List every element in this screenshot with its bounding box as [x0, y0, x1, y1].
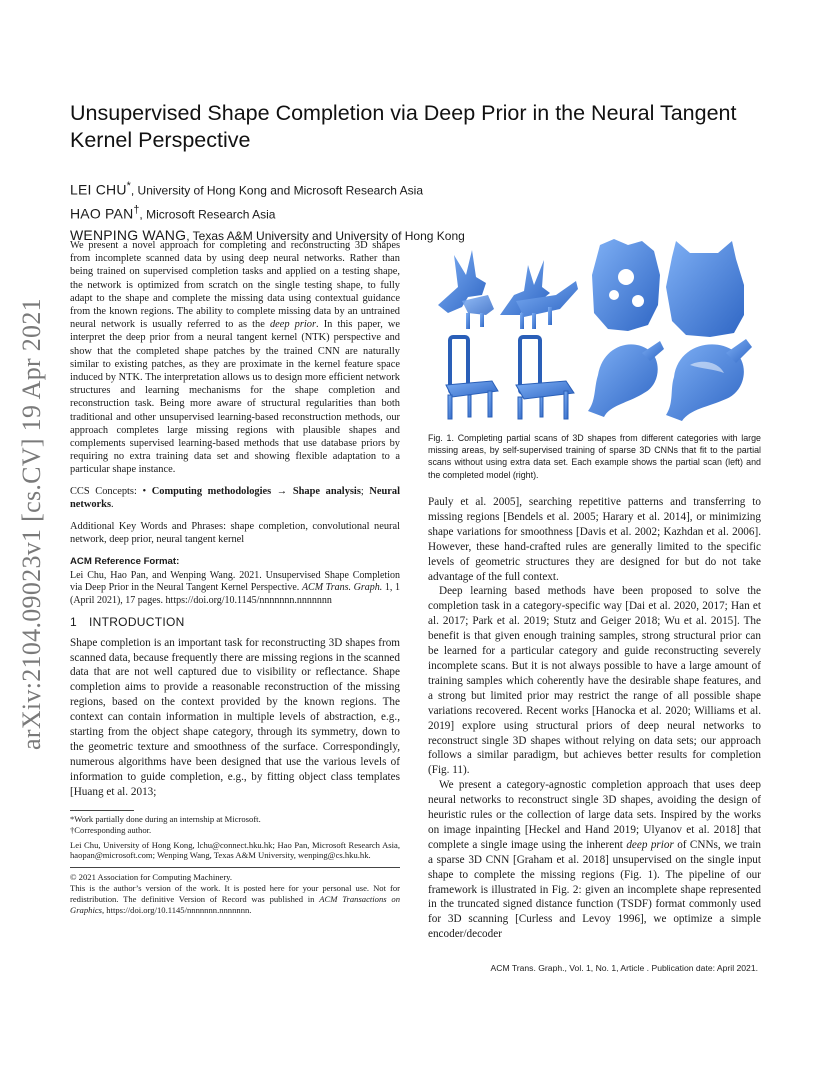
abstract [70, 239, 400, 477]
abstract-emphasis: deep prior [269, 319, 317, 331]
abstract-text: . In this paper, we interpret the deep prior from a neural tangent kernel (NTK) perspective and show that the completed shape patches by the trained CNN are naturally similar to existing patches, as they are proximate in the kernel feature space induced by NTK. The interpretation allows us to design more efficient network structures and learning mechanisms for the shape completion and reconstruction task. Being more aware of structural regularities than both traditional and other unsupervised learning-based reconstruction methods, our approach completes large missing regions with plausible shapes and complements supervised learning-based methods that use database priors by requiring no extra training data set and showing flexible adaptation to a particular shape instance. [70, 319, 401, 476]
author-name: LEI CHU [70, 181, 127, 198]
arxiv-stamp [12, 286, 52, 761]
author-mark: * [126, 180, 131, 192]
paragraph-emphasis: deep prior [626, 838, 674, 851]
ccs-label: CCS Concepts: • [70, 485, 152, 497]
ccs-separator: ; [360, 485, 370, 497]
author-line [70, 200, 770, 224]
section-title: INTRODUCTION [88, 615, 185, 630]
reference-format-heading: ACM Reference Format: [70, 556, 180, 568]
fox-completed-model [500, 260, 578, 329]
section-number: 1 [70, 615, 77, 630]
ccs-term: Computing methodologies [151, 485, 272, 497]
figure-1 [428, 235, 761, 423]
right-column [428, 495, 761, 942]
footnote-corresponding: †Corresponding author. [70, 824, 152, 835]
paper-title: Unsupervised Shape Completion via Deep Prior in the Neural Tangent Kernel Perspective [70, 101, 737, 152]
page-footer: ACM Trans. Graph., Vol. 1, No. 1, Article . Publication date: April 2021. [490, 963, 758, 973]
ccs-arrow: → [271, 485, 293, 497]
fox-partial-scan [438, 250, 494, 329]
notice-text: , https://doi.org/10.1145/nnnnnnn.nnnnnnn. [102, 904, 252, 915]
author-name: HAO PAN [70, 205, 134, 222]
figure-caption: Fig. 1. Completing partial scans of 3D shapes from different categories with large missing areas, by self-supervised training of sparse 3D CNNs that fit to the partial scans without using extra data set. Each example shows the partial scan (left) and the completed model (right). [428, 433, 761, 480]
author-affiliation: , Microsoft Research Asia [139, 207, 276, 222]
copyright: © 2021 Association for Computing Machinery. [70, 872, 233, 883]
keywords: Additional Key Words and Phrases: shape completion, convolutional neural network, deep prior, neural tangent kernel [70, 521, 400, 546]
left-column [70, 239, 400, 800]
cat-completed-model [666, 241, 744, 337]
crocodile-completed-model [666, 339, 752, 421]
section-heading [70, 616, 400, 629]
intro-paragraph-continued: Pauly et al. 2005], searching repetitive patterns and transferring to missing regions [Bendels et al. 2005; Harary et al. 2014], or minimizing shape variations for smoothness [Davis et al. 2002; Kazhdan et al. 2006]. However, these hand-crafted rules are generally limited to the specific levels of geometric structures they are designed for but do not take advantage of the full context. [428, 496, 761, 583]
intro-paragraph: Deep learning based methods have been proposed to solve the completion task in a category-specific way [Dai et al. 2020, 2017; Han et al. 2017; Park et al. 2019; Stutz and Geiger 2018; Wu et al. 2015]. The benefit is that given enough training samples, strong structural prior can be learned for a particular category and guide reconstructing severely incomplete scans. But it is not always possible to have a large amount of training samples which coherently have the desirable shape features, and a strong but limited prior may restrict the range of all possible shape variations recovered. Recent works [Hanocka et al. 2020; Williams et al. 2019] explore using structural priors of deep neural networks to reconstruct single 3D shapes without relying on data sets; our approach follows a similar paradigm, but achieves better results for completion (Fig. 11). [428, 585, 761, 777]
crocodile-partial-scan [588, 341, 664, 417]
ccs-end: . [110, 498, 114, 510]
ccs-term: Shape analysis [292, 485, 361, 497]
version-notice [70, 883, 400, 915]
reference-journal: ACM Trans. Graph. [301, 582, 383, 594]
footnote-internship: *Work partially done during an internship at Microsoft. [70, 814, 261, 824]
arxiv-id: arXiv:2104.09023v1 [cs.CV] 19 Apr 2021 [17, 297, 46, 750]
intro-paragraph: Shape completion is an important task for reconstructing 3D shapes from scanned data, because frequently there are missing regions in the scanned data that are not well captured due to visibility or reflectance. Shape completion aims to provide a reasonable reconstruction of the missing regions, based on the context provided by the known regions. The context can contain information in multiple levels of abstraction, e.g., starting from the object shape category, through its symmetry, down to the geometric texture and smoothness of the surface. Correspondingly, numerous algorithms have been designed that use the various levels of information to guide completion, e.g., by fitting object class templates [Huang et al. 2013; [70, 636, 400, 798]
footnote-rule [70, 810, 134, 811]
chair-completed-model [516, 337, 574, 419]
ccs-concepts [70, 485, 400, 511]
notice-journal: ACM Transactions on Graphics [70, 893, 400, 915]
author-affiliation: , University of Hong Kong and Microsoft Research Asia [130, 183, 423, 198]
notice-text: This is the author’s version of the work. It is posted here for your personal use. Not for redistribution. The definitive Version of Record was published in [70, 882, 400, 904]
paragraph-text: We present a category-agnostic completion approach that uses deep neural networks to reconstruct single 3D shapes, avoiding the design of heuristic rules or the collection of large data sets. Inspired by the works on image inpainting [Heckel and Hand 2019; Ulyanov et al. 2018] that complete a single image using the inherent [428, 779, 761, 851]
ccs-term: Neural networks [70, 485, 400, 510]
footnotes [70, 810, 400, 915]
divider [70, 867, 400, 868]
author-line [70, 176, 770, 200]
reference-text: Lei Chu, Hao Pan, and Wenping Wang. 2021. Unsupervised Shape Completion via Deep Prior in the Neural Tangent Kernel Perspective. [70, 569, 400, 594]
reference-text: 1, 1 (April 2021), 17 pages. https://doi.org/10.1145/nnnnnnn.nnnnnnn [70, 582, 401, 606]
intro-paragraph [428, 778, 761, 942]
author-mark: † [133, 204, 140, 217]
paragraph-text: of CNNs, we train a sparse 3D CNN [Graham et al. 2018] unsupervised on the single input shape to complete the missing regions (Fig. 1). The pipeline of our framework is illustrated in Fig. 2: given an incomplete shape represented in the truncated signed distance function (TSDF) format commonly used for 3D scanning [Curless and Levoy 1996], we optimize a simple encoder/decoder [428, 838, 762, 941]
author-addresses: Lei Chu, University of Hong Kong, lchu@connect.hku.hk; Hao Pan, Microsoft Research Asia, haopan@microsoft.com; Wenping Wang, Texas A&M University, wenping@cs.hku.hk. [70, 839, 400, 861]
chair-partial-scan [446, 337, 498, 419]
reference-format [70, 570, 400, 608]
cat-partial-scan [592, 239, 660, 331]
abstract-text: We present a novel approach for completing and reconstructing 3D shapes from incomplete scanned data by using deep neural networks. Rather than being trained on supervised completion tasks and applied on a testing shape, the network is optimized from scratch on the single testing shape, to fully adapt to the shape and complete the missing data using contextual guidance from the known regions. The ability to complete missing data by an untrained neural network is usually referred to as the [70, 240, 400, 331]
author-name: WENPING WANG [70, 226, 187, 243]
author-affiliation: , Texas A&M University and University of Hong Kong [186, 228, 465, 243]
